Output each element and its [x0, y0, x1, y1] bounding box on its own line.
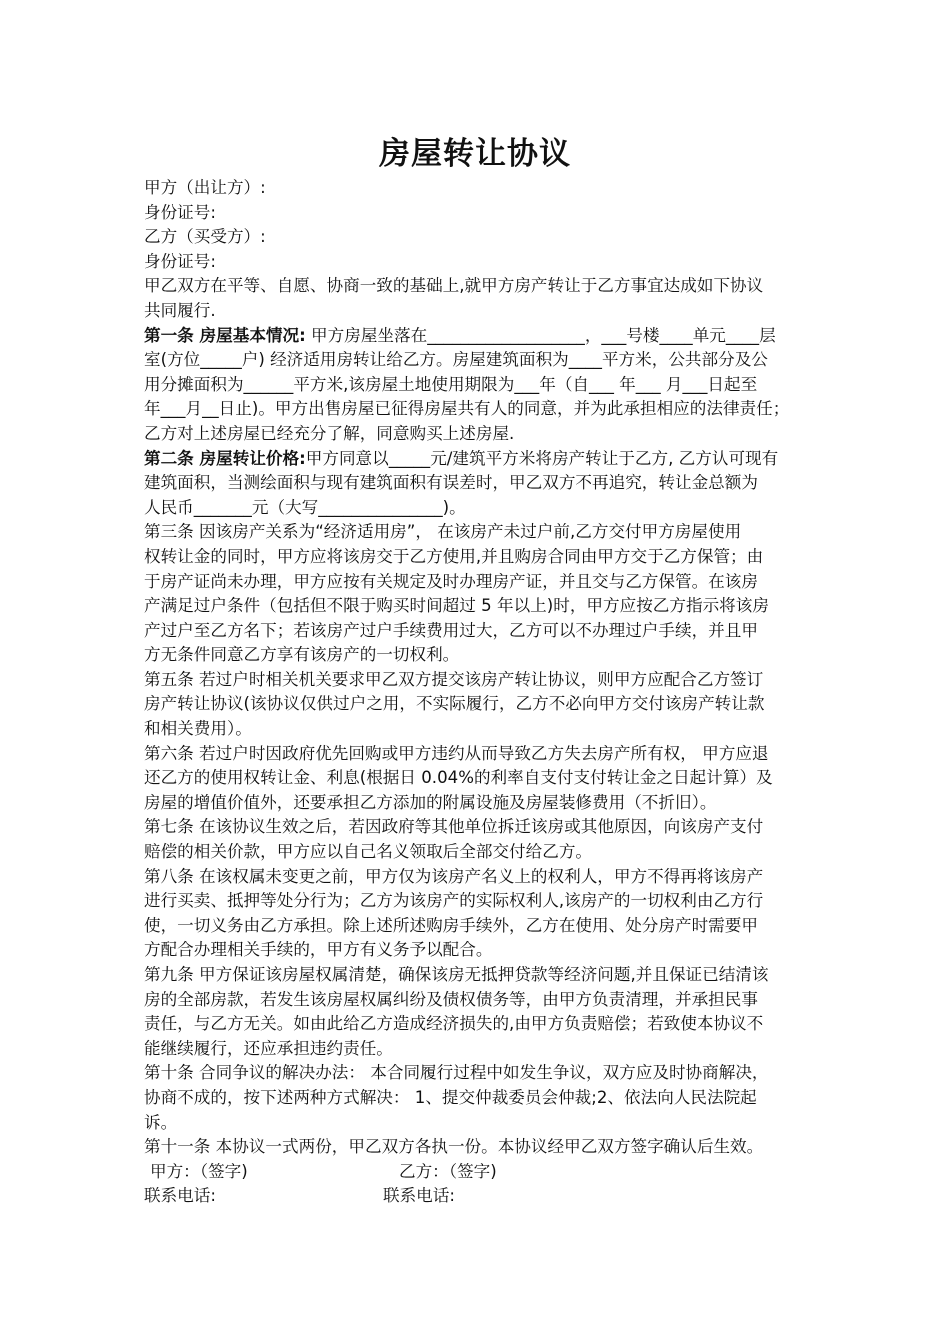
paragraph-line: 人民币_______元（大写_______________)。: [144, 497, 466, 517]
article-8: [144, 865, 812, 963]
article-heading: 第二条 房屋转让价格:: [144, 448, 306, 468]
paragraph-line: 房产转让协议(该协议仅供过户之用，不实际履行，乙方不必向甲方交付该房产转让款: [144, 694, 765, 714]
paragraph-line: 室(方位_____户) 经济适用房转让给乙方。房屋建筑面积为____平方米，公共部分及公: [144, 350, 768, 370]
paragraph-line: 权转让金的同时，甲方应将该房交于乙方使用,并且购房合同由甲方交于乙方保管；由: [144, 546, 764, 566]
party-a-signature-label: 甲方：（签字): [150, 1161, 248, 1181]
paragraph-line: 赔偿的相关价款，甲方应以自己名义领取后全部交付给乙方。: [144, 842, 593, 862]
paragraph-line: 用分摊面积为______平方米,该房屋土地使用期限为___年（自___ 年___ 月___日起至: [144, 374, 758, 394]
paragraph-line: 能继续履行，还应承担违约责任。: [144, 1038, 393, 1058]
paragraph-line: 甲乙双方在平等、自愿、协商一致的基础上,就甲方房产转让于乙方事宜达成如下协议: [144, 276, 764, 296]
party-b-label: 乙方（买受方）:: [144, 227, 266, 247]
paragraph-line: 甲方同意以_____元/建筑平方米将房产转让于乙方, 乙方认可现有: [305, 448, 779, 468]
paragraph-line: 年___月__日止)。甲方出售房屋已征得房屋共有人的同意，并为此承担相应的法律责任；: [144, 399, 790, 419]
paragraph-line: 第五条 若过户时相关机关要求甲乙双方提交该房产转让协议，则甲方应配合乙方签订: [144, 669, 764, 689]
party-b-id-label: 身份证号:: [144, 251, 216, 271]
document-title: 房屋转让协议: [379, 136, 571, 172]
intro-paragraph: [144, 274, 812, 323]
paragraph-line: 还乙方的使用权转让金、利息(根据日 0.04%的利率自支付支付转让金之日起计算）及: [144, 768, 773, 788]
paragraph-line: 进行买卖、抵押等处分行为；乙方为该房产的实际权利人,该房产的一切权利由乙方行: [144, 891, 764, 911]
paragraph-line: 房屋的增值价值外，还要承担乙方添加的附属设施及房屋装修费用（不折旧）。: [144, 792, 717, 812]
paragraph-line: 共同履行.: [144, 300, 216, 320]
paragraph-line: 第七条 在该协议生效之后，若因政府等其他单位拆迁该房或其他原因，向该房产支付: [144, 817, 764, 837]
article-9: [144, 963, 812, 1061]
paragraph-line: 第八条 在该权属未变更之前，甲方仅为该房产名义上的权利人，甲方不得再将该房产: [144, 866, 764, 886]
paragraph-line: 房的全部房款，若发生该房屋权属纠纷及债权债务等，由甲方负责清理，并承担民事: [144, 989, 758, 1009]
paragraph-line: 于房产证尚未办理，甲方应按有关规定及时办理房产证，并且交与乙方保管。在该房: [144, 571, 758, 591]
party-a-phone-label: 联系电话:: [144, 1186, 216, 1206]
document-body: [144, 176, 812, 1209]
article-6: [144, 742, 812, 816]
party-a-id-label: 身份证号:: [144, 202, 216, 222]
party-b-signature-label: 乙方：（签字): [399, 1161, 497, 1181]
article-7: [144, 815, 812, 864]
paragraph-line: 第十条 合同争议的解决办法： 本合同履行过程中如发生争议，双方应及时协商解决，: [144, 1063, 769, 1083]
signature-row: [144, 1160, 812, 1185]
paragraph-line: 第六条 若过户时因政府优先回购或甲方违约从而导致乙方失去房产所有权， 甲方应退: [144, 743, 769, 763]
article-5: [144, 668, 812, 742]
article-3: [144, 520, 812, 668]
paragraph-line: 甲方房屋坐落在___________________，___号楼____单元____层: [305, 325, 776, 345]
paragraph-line: 产满足过户条件（包括但不限于购买时间超过 5 年以上)时，甲方应按乙方指示将该房: [144, 596, 769, 616]
phone-row: [144, 1184, 812, 1209]
party-b-phone-label: 联系电话:: [383, 1186, 455, 1206]
article-11: 第十一条 本协议一式两份，甲乙双方各执一份。本协议经甲乙双方签字确认后生效。: [144, 1137, 764, 1157]
paragraph-line: 建筑面积，当测绘面积与现有建筑面积有误差时，甲乙双方不再追究，转让金总额为: [144, 473, 758, 493]
article-1: [144, 324, 812, 447]
paragraph-line: 产过户至乙方名下；若该房产过户手续费用过大，乙方可以不办理过户手续，并且甲: [144, 620, 758, 640]
party-a-label: 甲方（出让方）:: [144, 178, 266, 197]
paragraph-line: 乙方对上述房屋已经充分了解，同意购买上述房屋.: [144, 423, 515, 443]
paragraph-line: 使，一切义务由乙方承担。除上述所述购房手续外，乙方在使用、处分房产时需要甲: [144, 915, 758, 935]
paragraph-line: 诉。: [144, 1112, 178, 1132]
paragraph-line: 责任，与乙方无关。如由此给乙方造成经济损失的,由甲方负责赔偿；若致使本协议不: [144, 1014, 764, 1034]
paragraph-line: 和相关费用）。: [144, 719, 252, 739]
paragraph-line: 第九条 甲方保证该房屋权属清楚，确保该房无抵押贷款等经济问题,并且保证已结清该: [144, 965, 769, 984]
paragraph-line: 方配合办理相关手续的，甲方有义务予以配合。: [144, 940, 493, 960]
paragraph-line: 协商不成的，按下述两种方式解决： 1、提交仲裁委员会仲裁;2、依法向人民法院起: [144, 1087, 757, 1107]
article-heading: 第一条 房屋基本情况:: [144, 325, 306, 345]
paragraph-line: 第三条 因该房产关系为“经济适用房”， 在该房产未过户前,乙方交付甲方房屋使用: [144, 522, 742, 542]
article-10: [144, 1061, 812, 1135]
paragraph-line: 方无条件同意乙方享有该房产的一切权利。: [144, 645, 460, 665]
article-2: [144, 447, 812, 521]
